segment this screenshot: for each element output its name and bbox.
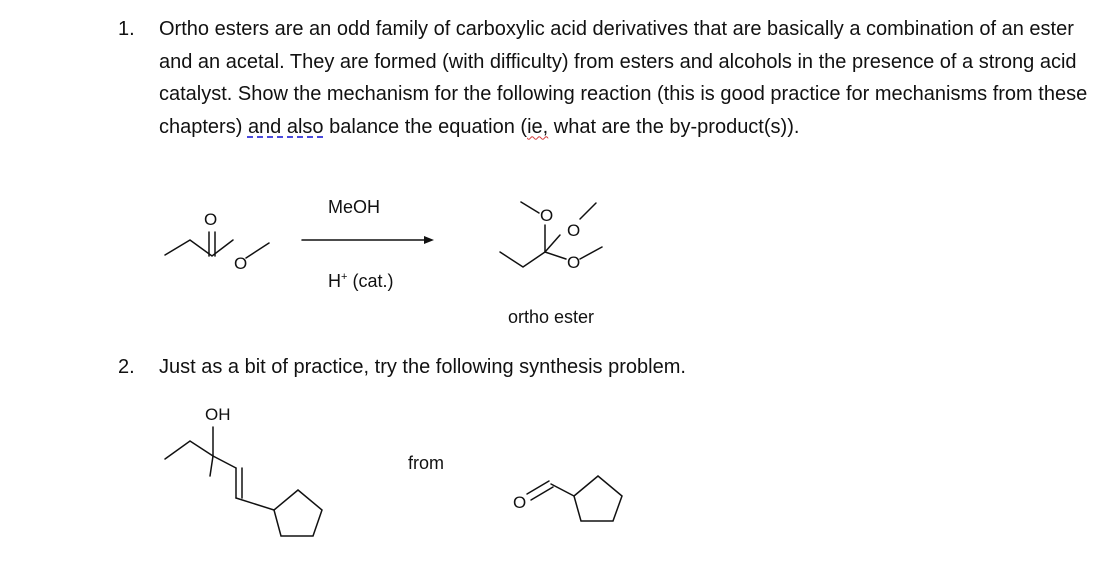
reagent-catalytic-note: (cat.) xyxy=(352,271,394,291)
ortho-ester-oxygen-2: O xyxy=(567,221,581,240)
ortho-ester-oxygen-1: O xyxy=(540,206,554,225)
reaction-arrow xyxy=(302,236,434,244)
ester-ether-oxygen: O xyxy=(234,254,248,273)
product-label: ortho ester xyxy=(508,307,595,327)
reagent-acid-symbol: H xyxy=(328,271,341,291)
hydroxyl-group: OH xyxy=(205,405,231,424)
q1-sentence-2: They are formed (with difficulty) from esters and alcohols in the presence of a strong acid catalyst. xyxy=(159,50,1077,105)
question-2-number: 2. xyxy=(118,356,135,378)
q1-sentence-3-end: what are the by-product(s)). xyxy=(553,115,800,138)
question-1-number: 1. xyxy=(118,18,135,40)
q1-sentence-3-start: Show the mechanism for the following reaction (this is good practice for mechanisms from these chapters) xyxy=(159,83,1088,138)
q1-sentence-1: Ortho esters are an odd family of carboxylic acid derivatives that are basically a combination of an ester and an acetal. xyxy=(159,18,1074,73)
reagent-methanol: MeOH xyxy=(328,197,381,217)
question-2-text: Just as a bit of practice, try the following synthesis problem. xyxy=(159,356,686,378)
reactant-ester-skeleton xyxy=(165,232,269,258)
reagent-acid-catalyst xyxy=(328,271,393,292)
grammar-suggestion-and-also[interactable]: and also xyxy=(247,115,324,138)
aldehyde-oxygen: O xyxy=(513,493,527,512)
spelling-flag-ie[interactable]: ie, xyxy=(527,115,549,138)
target-molecule-skeleton xyxy=(165,427,322,536)
ester-carbonyl-oxygen: O xyxy=(204,210,218,229)
q1-sentence-3-mid: balance the equation ( xyxy=(329,115,528,138)
question-2 xyxy=(118,351,818,384)
from-label: from xyxy=(408,453,444,473)
starting-material-skeleton xyxy=(527,476,622,521)
ortho-ester-oxygen-3: O xyxy=(567,253,581,272)
reagent-acid-charge: + xyxy=(341,271,348,283)
